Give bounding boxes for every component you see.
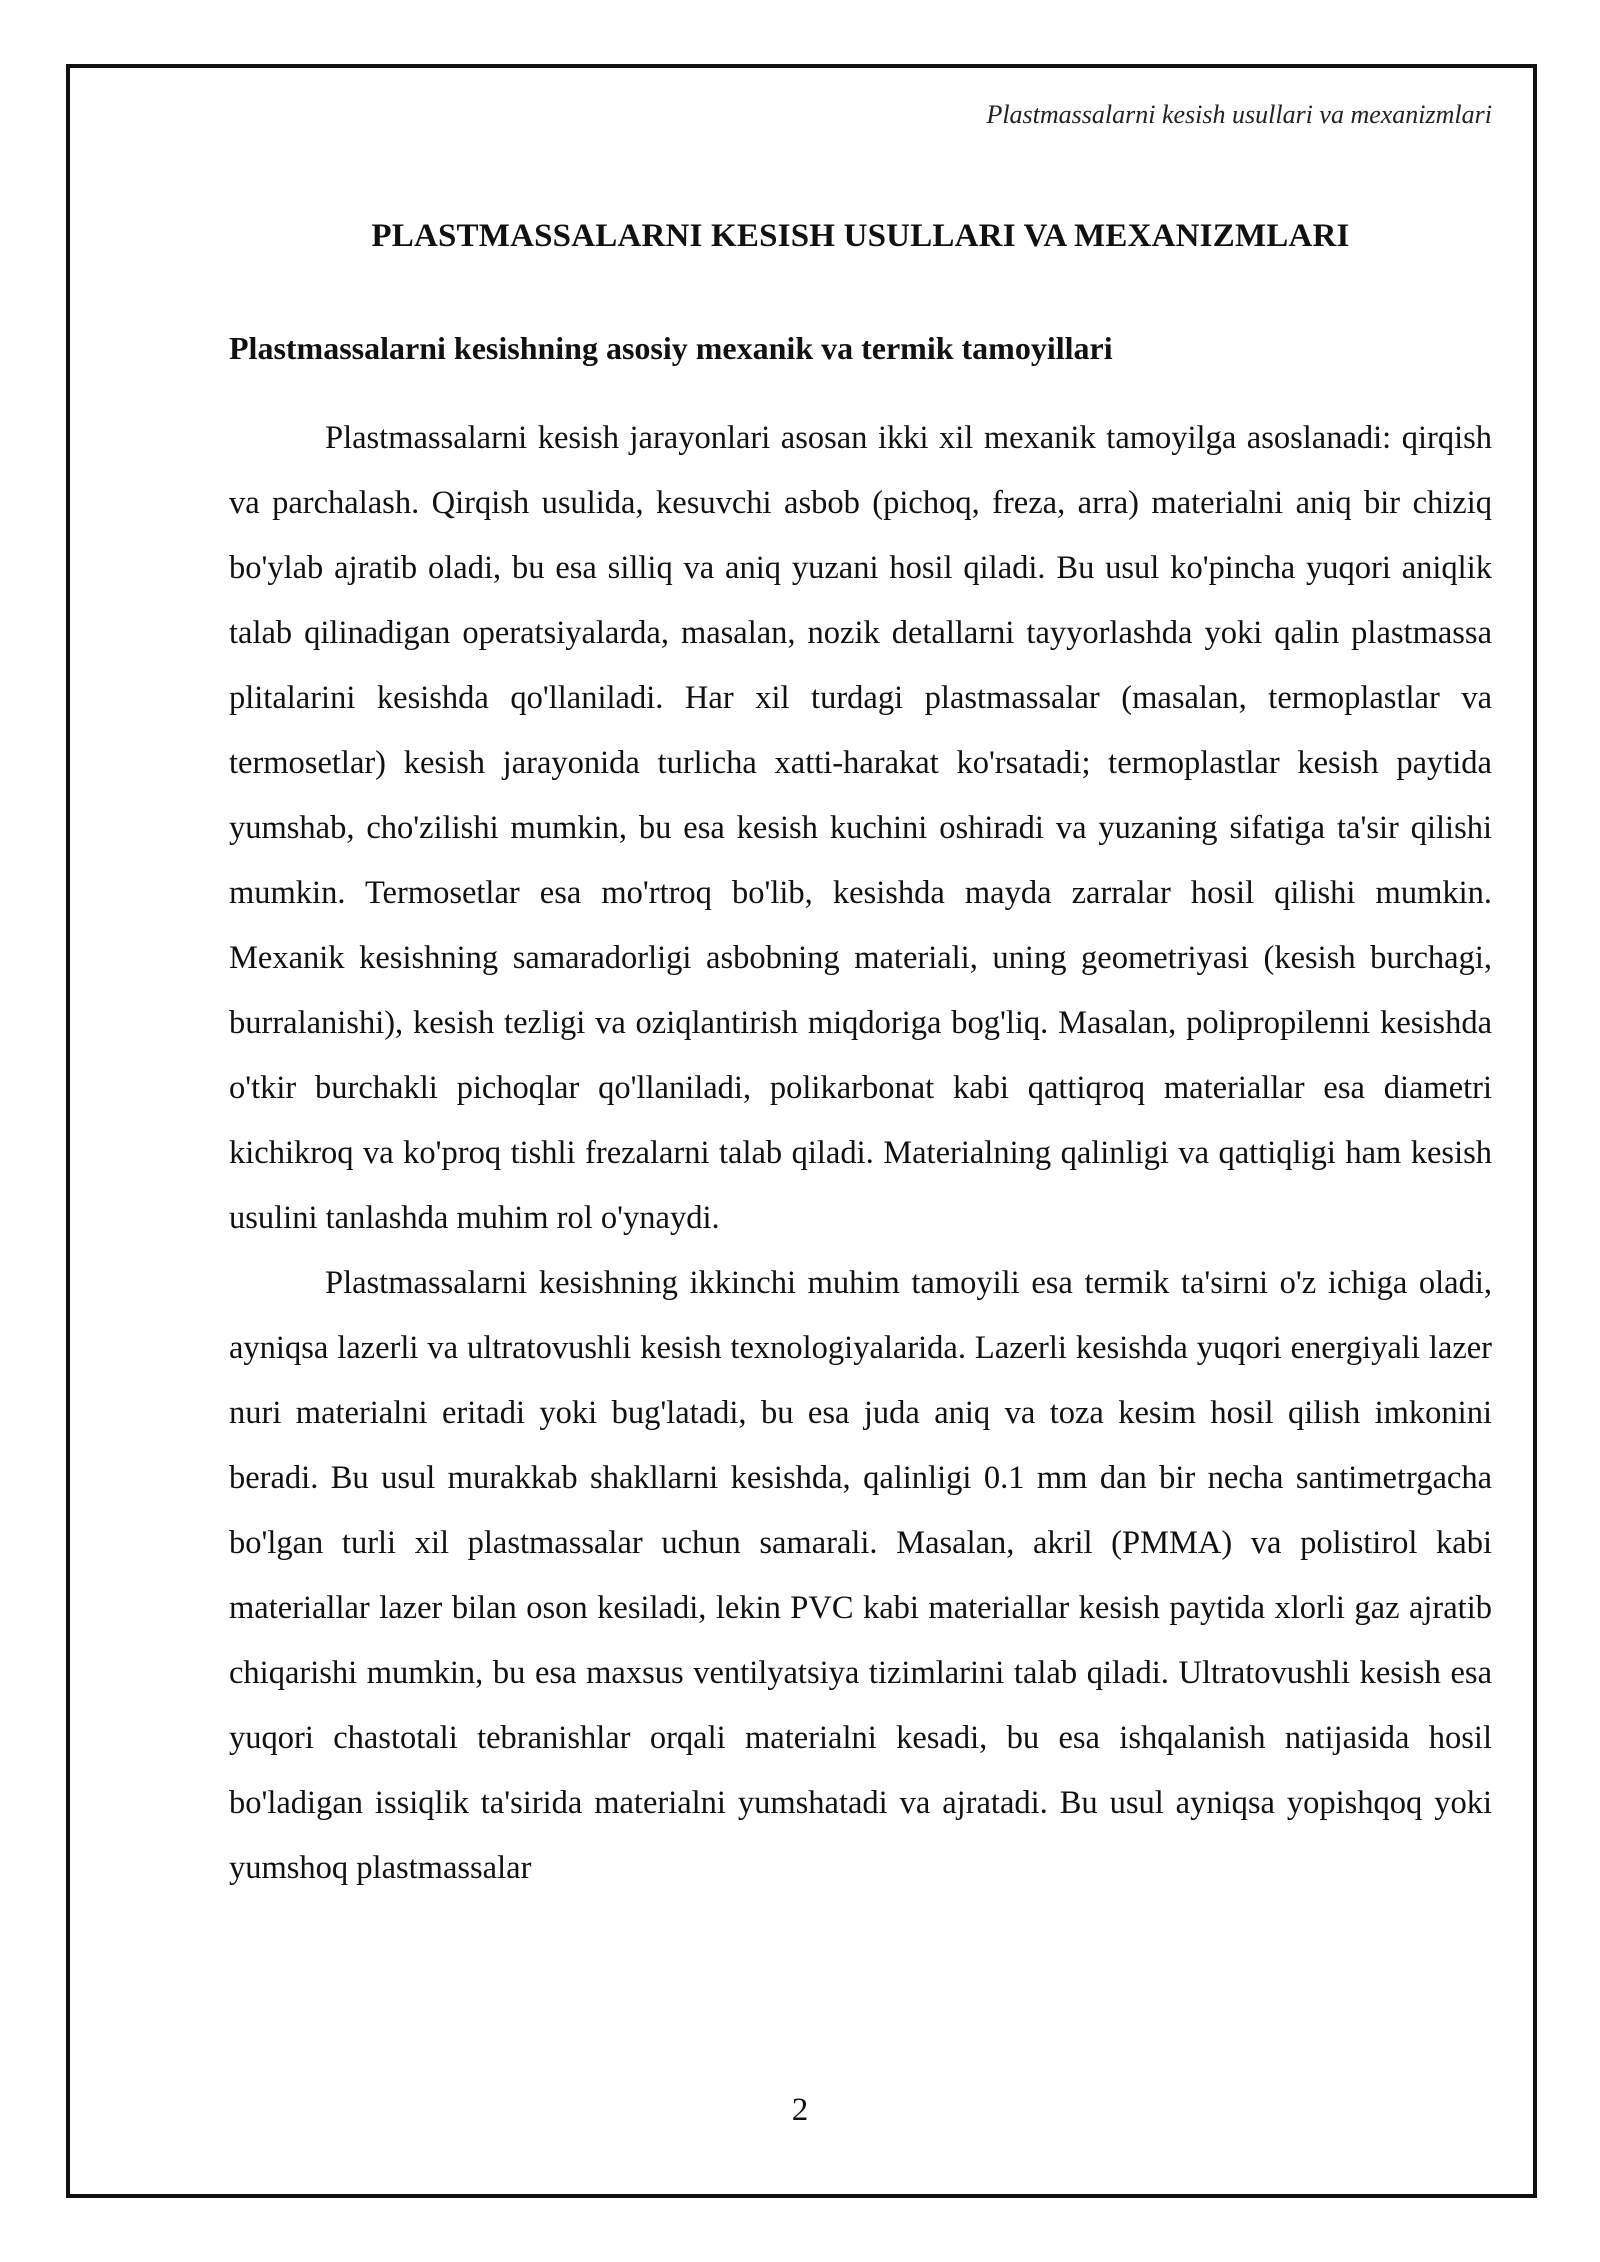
document-title: PLASTMASSALARNI KESISH USULLARI VA MEXANIZMLARI bbox=[371, 218, 1350, 254]
paragraph: Plastmassalarni kesish jarayonlari asosan ikki xil mexanik tamoyilga asoslanadi: qirqish va parchalash. Qirqish usulida, kesuvchi asbob (pichoq, freza, arra) materialni aniq bir chiziq bo'ylab ajratib oladi, bu esa silliq va aniq yuzani hosil qiladi. Bu usul ko'pincha yuqori aniqlik talab qilinadigan operatsiyalarda, masalan, nozik detallarni tayyorlashda yoki qalin plastmassa plitalarini kesishda qo'llaniladi. Har xil turdagi plastmassalar (masalan, termoplastlar va termosetlar) kesish jarayonida turlicha xatti-harakat ko'rsatadi; termoplastlar kesish paytida yumshab, cho'zilishi mumkin, bu esa kesish kuchini oshiradi va yuzaning sifatiga ta'sir qilishi mumkin. Termosetlar esa mo'rtroq bo'lib, kesishda mayda zarralar hosil qilishi mumkin. Mexanik kesishning samaradorligi asbobning materiali, uning geometriyasi (kesish burchagi, burralanishi), kesish tezligi va oziqlantirish miqdoriga bog'liq. Masalan, polipropilenni kesishda o'tkir burchakli pichoqlar qo'llaniladi, polikarbonat kabi qattiqroq materiallar esa diametri kichikroq va ko'proq tishli frezalarni talab qiladi. Materialning qalinligi va qattiqligi ham kesish usulini tanlashda muhim rol o'ynaydi. bbox=[229, 420, 1492, 1236]
page-number: 2 bbox=[791, 2092, 809, 2128]
paragraph: Plastmassalarni kesishning ikkinchi muhim tamoyili esa termik ta'sirni o'z ichiga oladi, ayniqsa lazerli va ultratovushli kesish texnologiyalarida. Lazerli kesishda yuqori energiyali lazer nuri materialni eritadi yoki bug'latadi, bu esa juda aniq va toza kesim hosil qilish imkonini beradi. Bu usul murakkab shakllarni kesishda, qalinligi 0.1 mm dan bir necha santimetrgacha bo'lgan turli xil plastmassalar uchun samarali. Masalan, akril (PMMA) va polistirol kabi materiallar lazer bilan oson kesiladi, lekin PVC kabi materiallar kesish paytida xlorli gaz ajratib chiqarishi mumkin, bu esa maxsus ventilyatsiya tizimlarini talab qiladi. Ultratovushli kesish esa yuqori chastotali tebranishlar orqali materialni kesadi, bu esa ishqalanish natijasida hosil bo'ladigan issiqlik ta'sirida materialni yumshatadi va ajratadi. Bu usul ayniqsa yopishqoq yoki yumshoq plastmassalar bbox=[229, 1265, 1492, 1886]
running-header: Plastmassalarni kesish usullari va mexanizmlari bbox=[986, 100, 1492, 129]
body-text bbox=[229, 406, 1492, 1901]
section-heading: Plastmassalarni kesishning asosiy mexanik va termik tamoyillari bbox=[229, 330, 1113, 366]
